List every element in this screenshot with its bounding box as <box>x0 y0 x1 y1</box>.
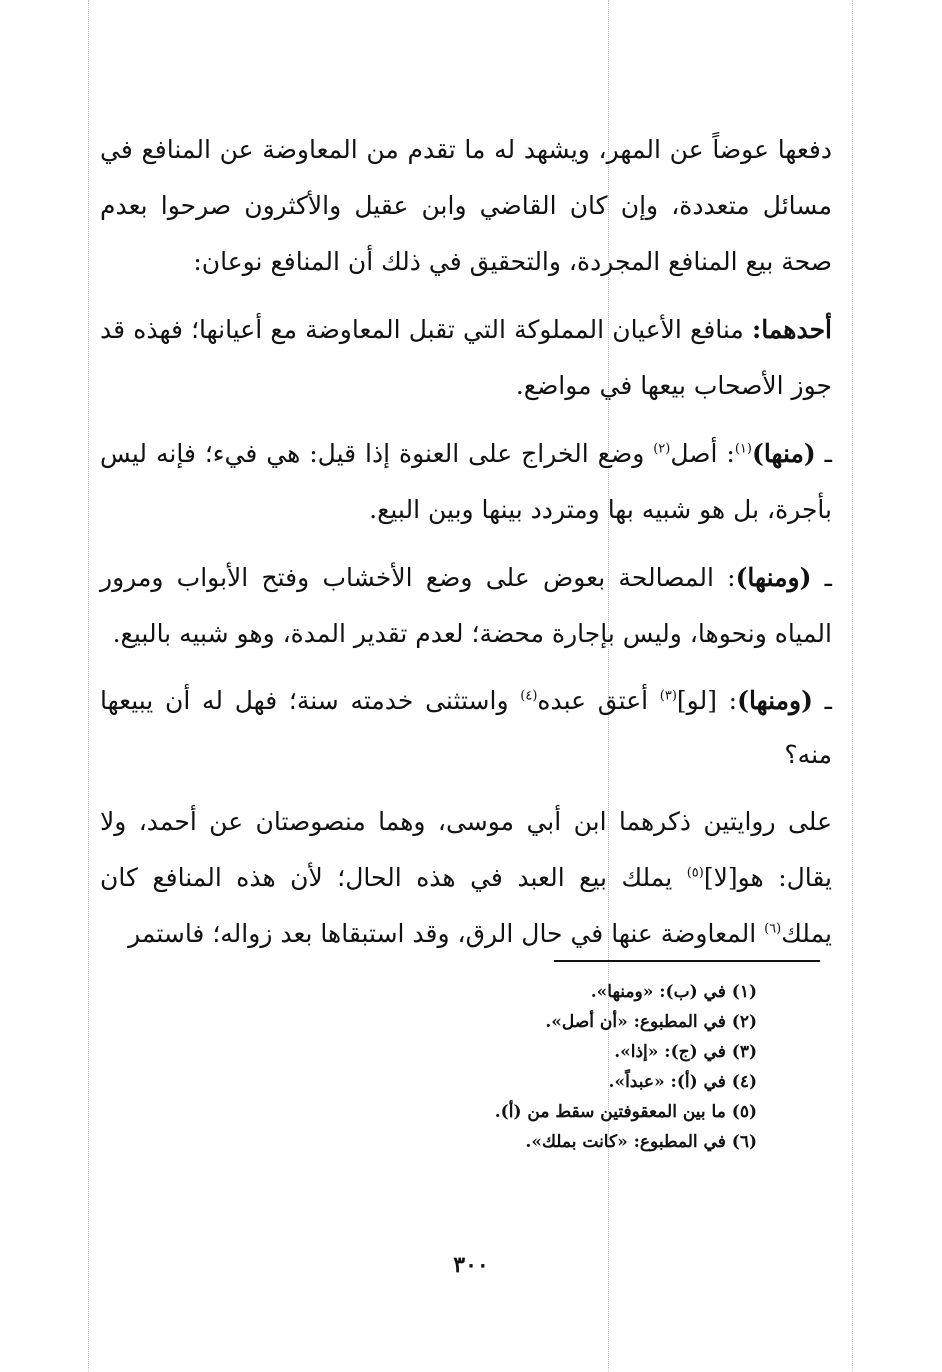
paragraph-1 <box>100 122 832 290</box>
main-text <box>100 122 832 974</box>
paragraph-2 <box>100 302 832 414</box>
footnote-ref: (٦) <box>764 921 782 937</box>
paragraph-lead: (منها) <box>751 439 816 468</box>
paragraph-3 <box>100 426 832 538</box>
paragraph-text: أعتق عبده <box>537 686 660 715</box>
margin-guide-left <box>88 0 89 1372</box>
paragraph-text: وضع الخراج على العنوة إذا قيل: هي فيء؛ فإنه ليس بأجرة، بل هو شبيه بها ومتردد بينها وبين البيع. <box>100 439 832 524</box>
footnotes <box>157 977 757 1157</box>
footnote-separator <box>554 960 820 962</box>
footnote-6: (٦) في المطبوع: «كانت بملك». <box>525 1132 757 1152</box>
footnote-ref: (٥) <box>686 865 704 881</box>
paragraph-text: المعاوضة عنها في حال الرق، وقد استبقاها بعد زواله؛ فاستمر <box>128 919 765 948</box>
footnote-3: (٣) في (ج): «إذا». <box>614 1042 757 1062</box>
list-dash: ـ <box>812 686 832 715</box>
paragraph-4 <box>100 550 832 662</box>
page-number: ٣٠٠ <box>453 1252 489 1278</box>
footnote-ref: (١) <box>734 441 752 457</box>
paragraph-text: دفعها عوضاً عن المهر، ويشهد له ما تقدم من المعاوضة عن المنافع في مسائل متعددة، وإن كان القاضي وابن عقيل والأكثرون صرحوا بعدم صحة بيع المنافع المجردة، والتحقيق في ذلك أن المنافع نوعان: <box>100 135 832 276</box>
footnote-1: (١) في (ب): «ومنها». <box>590 982 757 1002</box>
footnote-ref: (٢) <box>653 441 671 457</box>
footnote-4: (٤) في (أ): «عبداً». <box>608 1072 757 1092</box>
list-dash: ـ <box>815 439 832 468</box>
footnote-2: (٢) في المطبوع: «أن أصل». <box>545 1012 757 1032</box>
paragraph-text: منافع الأعيان المملوكة التي تقبل المعاوضة مع أعيانها؛ فهذه قد جوز الأصحاب بيعها في مواضع. <box>100 315 832 400</box>
paragraph-6 <box>100 794 832 962</box>
footnote-ref: (٣) <box>659 688 677 704</box>
paragraph-text: يملك بيع العبد في هذه الحال؛ لأن هذه المنافع كان يملك <box>100 863 832 948</box>
paragraph-text: : المصالحة بعوض على وضع الأخشاب وفتح الأبواب ومرور المياه ونحوها، وليس بإجارة محضة؛ لعدم تقدير المدة، وهو شبيه بالبيع. <box>100 563 832 648</box>
list-dash: ـ <box>811 563 832 592</box>
paragraph-text: : أصل <box>670 439 735 468</box>
paragraph-lead: (ومنها) <box>735 563 812 592</box>
paragraph-text: : [لو] <box>676 686 738 715</box>
footnote-5: (٥) ما بين المعقوفتين سقط من (أ). <box>494 1102 757 1122</box>
paragraph-text: على روايتين ذكرهما ابن أبي موسى، وهما منصوصتان عن أحمد، ولا يقال: هو[لا] <box>100 807 833 892</box>
paragraph-lead: (ومنها) <box>737 686 813 715</box>
margin-guide-right <box>852 0 853 1372</box>
paragraph-5 <box>100 674 832 782</box>
footnote-ref: (٤) <box>520 688 538 704</box>
paragraph-lead: أحدهما: <box>751 315 832 344</box>
paragraph-text: واستثنى خدمته سنة؛ فهل له أن يبيعها منه؟ <box>100 686 832 769</box>
